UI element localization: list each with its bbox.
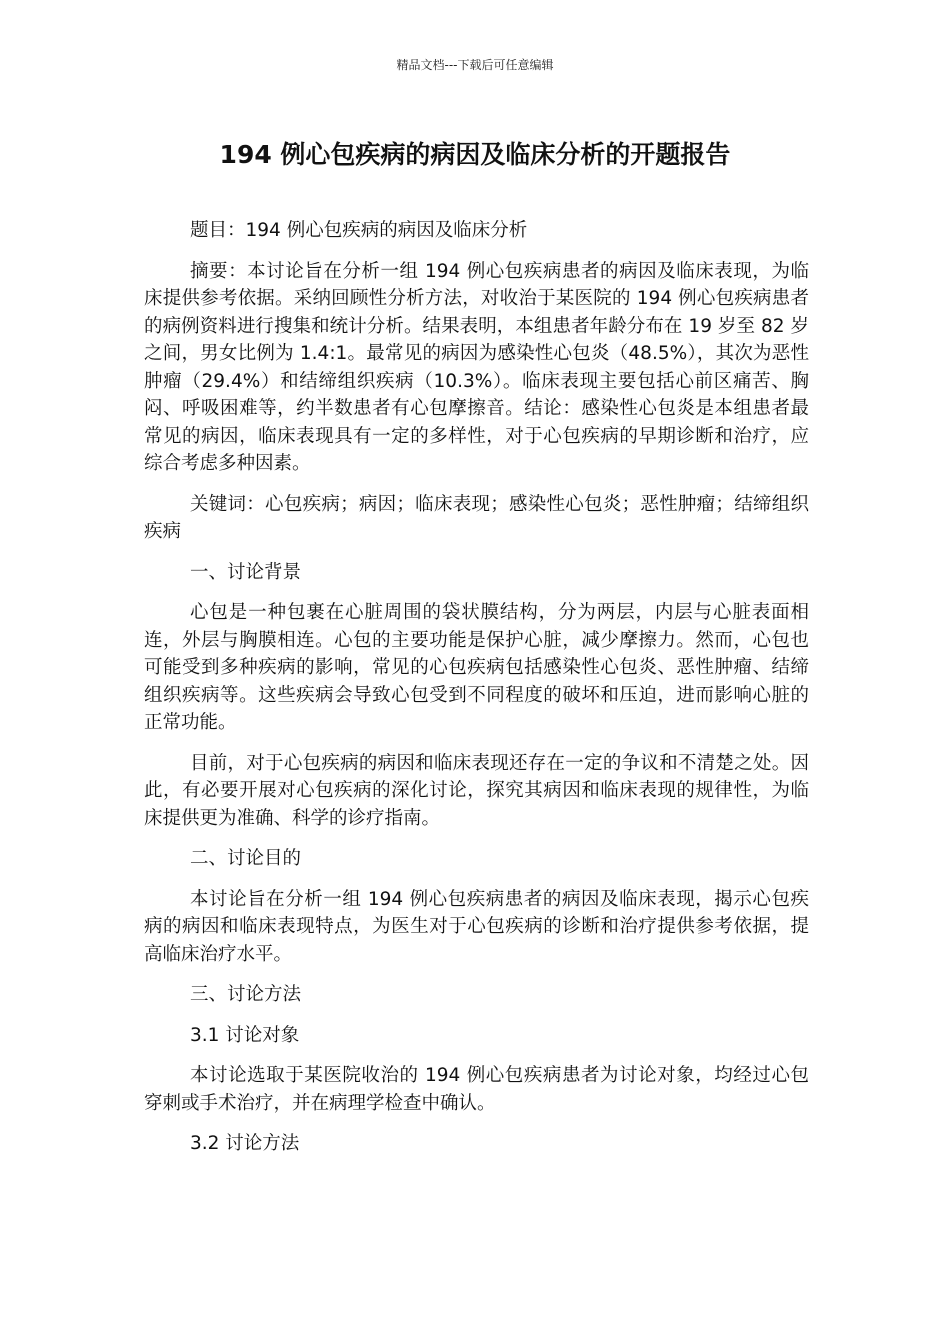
section-heading-purpose: 二、讨论目的 [190, 848, 302, 869]
topic-line: 题目：194 例心包疾病的病因及临床分析 [190, 220, 528, 241]
abstract-paragraph: 摘要：本讨论旨在分析一组 194 例心包疾病患者的病因及临床表现，为临床提供参考依据。采纳回顾性分析方法，对收治于某医院的 194 例心包疾病患者的病例资料进行搜集和统计分析。结果表明，本组患者年龄分布在 19 岁至 82 岁之间，男女比例为 1.4:1。最常见的病因为感染性心包炎（48.5%），其次为恶性肿瘤（29.4%）和结缔组织疾病（10.3%）。临床表现主要包括心前区痛苦、胸闷、呼吸困难等，约半数患者有心包摩擦音。结论：感染性心包炎是本组患者最常见的病因，临床表现具有一定的多样性，对于心包疾病的早期诊断和治疗，应综合考虑多种因素。 [144, 260, 809, 474]
document-title: 194 例心包疾病的病因及临床分析的开题报告 [219, 140, 731, 169]
background-paragraph-1: 心包是一种包裹在心脏周围的袋状膜结构，分为两层，内层与心脏表面相连，外层与胸膜相连。心包的主要功能是保护心脏，减少摩擦力。然而，心包也可能受到多种疾病的影响，常见的心包疾病包括感染性心包炎、恶性肿瘤、结缔组织疾病等。这些疾病会导致心包受到不同程度的破坏和压迫，进而影响心脏的正常功能。 [144, 602, 809, 733]
section-heading-methods: 三、讨论方法 [190, 984, 302, 1005]
header-note: 精品文档---下载后可任意编辑 [396, 58, 554, 72]
subsection-heading-method: 3.2 讨论方法 [190, 1133, 300, 1154]
background-paragraph-2: 目前，对于心包疾病的病因和临床表现还存在一定的争议和不清楚之处。因此，有必要开展对心包疾病的深化讨论，探究其病因和临床表现的规律性，为临床提供更为准确、科学的诊疗指南。 [144, 752, 809, 829]
purpose-paragraph: 本讨论旨在分析一组 194 例心包疾病患者的病因及临床表现，揭示心包疾病的病因和临床表现特点，为医生对于心包疾病的诊断和治疗提供参考依据，提高临床治疗水平。 [144, 888, 809, 965]
keywords-paragraph: 关键词：心包疾病；病因；临床表现；感染性心包炎；恶性肿瘤；结缔组织疾病 [144, 493, 809, 542]
subjects-paragraph: 本讨论选取于某医院收治的 194 例心包疾病患者为讨论对象，均经过心包穿刺或手术治疗，并在病理学检查中确认。 [144, 1065, 809, 1114]
subsection-heading-subjects: 3.1 讨论对象 [190, 1024, 300, 1046]
section-heading-background: 一、讨论背景 [190, 561, 302, 583]
document-body [144, 217, 809, 1171]
